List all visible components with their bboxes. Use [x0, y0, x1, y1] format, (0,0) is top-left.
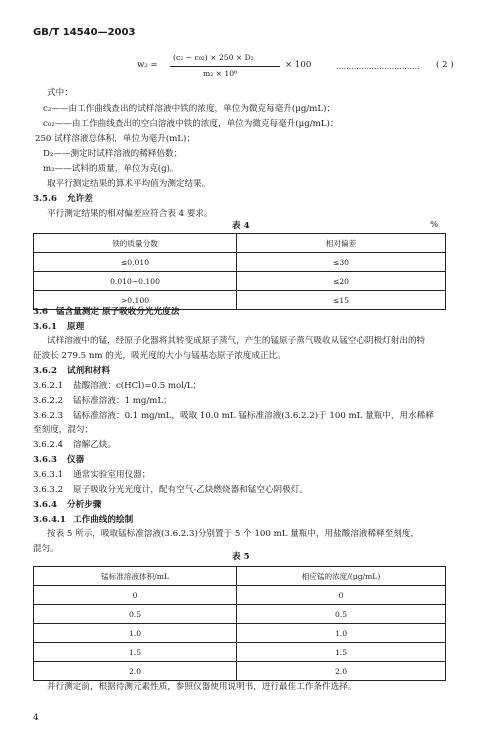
table-4 [33, 233, 446, 310]
paragraph: 平行测定结果的相对偏差应符合表 4 要求。 [47, 209, 213, 219]
section-number: 3.6.4 [33, 500, 57, 510]
paragraph: 混匀。 [33, 544, 59, 554]
paragraph: 征波长 279.5 nm 的光，吸光度的大小与锰基态原子浓度成正比。 [33, 351, 286, 361]
paragraph: 并行测定前，根据待测元素性质，参照仪器使用说明书，进行最佳工作条件选择。 [47, 682, 357, 692]
fraction-bar [170, 66, 280, 67]
item-number: 3.6.2.1 [33, 381, 64, 391]
item-text: 原子吸收分光光度计，配有空气-乙炔燃烧器和锰空心阴极灯。 [73, 485, 308, 495]
section-number: 3.6.3 [33, 455, 57, 465]
table-row [34, 643, 446, 662]
formula-lhs: w₂ = [137, 60, 158, 70]
table-row [34, 605, 446, 624]
table-row [34, 253, 446, 272]
table-row [34, 586, 446, 605]
item-number: 3.6.2.2 [33, 396, 64, 406]
table-cell: 1.0 [34, 624, 237, 643]
legend-m2: m₂——试料的质量，单位为克(g)。 [43, 164, 179, 174]
table-cell: 1.5 [237, 643, 446, 662]
table-row [34, 272, 446, 291]
formula-denominator: m₂ × 10⁶ [203, 69, 238, 78]
table-4-unit: % [430, 220, 439, 230]
table-cell: ≤0.010 [34, 253, 237, 272]
table-cell: >0.100 [34, 291, 237, 310]
table-cell: 0 [237, 586, 446, 605]
paragraph: 试样溶液中的锰，经原子化器将其转变成原子蒸气，产生的锰原子蒸气吸收从锰空心阴极灯射出的特 [47, 336, 426, 346]
item-text: 通常实验室用仪器； [73, 470, 151, 480]
item-text: 锰标准溶液：1 mg/mL； [73, 396, 172, 406]
formula-numerator: (c₂ − c₀₂) × 250 × D₂ [173, 53, 254, 62]
result-statement: 取平行测定结果的算术平均值为测定结果。 [47, 179, 211, 189]
table-cell: 2.0 [34, 662, 237, 681]
table-cell: 0.010~0.100 [34, 272, 237, 291]
item-text: 盐酸溶液：c(HCl)=0.5 mol/L； [73, 381, 202, 391]
table-4-title: 表 4 [232, 221, 250, 231]
section-title: 锰含量测定 原子吸收分光光度法 [56, 307, 180, 317]
table-cell: 1.0 [237, 624, 446, 643]
table-cell: 2.0 [237, 662, 446, 681]
formula-leader-dots: …………………………… [336, 62, 420, 71]
legend-c2: c₂——由工作曲线查出的试样溶液中铁的浓度，单位为微克每毫升(μg/mL)； [43, 104, 336, 114]
section-title: 试剂和材料 [67, 366, 110, 376]
table-header-row [34, 567, 446, 586]
formula-factor: × 100 [285, 60, 312, 70]
table-header-cell: 相应锰的浓度/(μg/mL) [237, 567, 446, 586]
section-number: 3.6.1 [33, 322, 57, 332]
item-number: 3.6.2.3 [33, 411, 64, 421]
item-text: 溶解乙炔。 [73, 440, 116, 450]
legend-c02: c₀₂——由工作曲线查出的空白溶液中铁的浓度，单位为微克每毫升(μg/mL)； [43, 119, 339, 129]
item-text: 锰标准溶液：0.1 mg/mL，吸取 10.0 mL 锰标准溶液(3.6.2.2)于 100 mL 量瓶中，用水稀释 [73, 411, 434, 421]
item-number: 3.6.3.2 [33, 485, 64, 495]
section-number: 3.6 [33, 307, 48, 317]
table-header-cell: 铁的质量分数 [34, 234, 237, 253]
table-5-title: 表 5 [232, 552, 250, 562]
item-text: 至刻度，混匀； [33, 425, 94, 435]
formula-number: ( 2 ) [436, 60, 454, 70]
section-title: 允许差 [67, 194, 93, 204]
section-title: 仪器 [67, 455, 85, 465]
legend-intro: 式中： [47, 88, 73, 98]
table-cell: 0.5 [237, 605, 446, 624]
table-row [34, 662, 446, 681]
table-cell: 1.5 [34, 643, 237, 662]
item-number: 3.6.3.1 [33, 470, 64, 480]
table-header-row [34, 234, 446, 253]
standard-code: GB/T 14540—2003 [33, 27, 136, 38]
table-header-cell: 锰标准溶液体积/mL [34, 567, 237, 586]
table-cell: ≤15 [237, 291, 446, 310]
section-number: 3.6.4.1 [33, 515, 66, 525]
section-title: 原理 [67, 322, 85, 332]
page-number: 4 [33, 713, 39, 723]
table-cell: 0.5 [34, 605, 237, 624]
section-number: 3.6.2 [33, 366, 57, 376]
table-header-cell: 相对偏差 [237, 234, 446, 253]
table-5 [33, 566, 446, 681]
section-number: 3.5.6 [33, 194, 57, 204]
section-title: 工作曲线的绘制 [73, 515, 134, 525]
table-cell: 0 [34, 586, 237, 605]
item-number: 3.6.2.4 [33, 440, 64, 450]
table-cell: ≤30 [237, 253, 446, 272]
legend-d2: D₂——测定时试样溶液的稀释倍数； [43, 149, 183, 159]
legend-250: 250 试样溶液总体积，单位为毫升(mL)； [35, 134, 196, 144]
section-title: 分析步骤 [67, 500, 102, 510]
table-cell: ≤20 [237, 272, 446, 291]
table-row [34, 624, 446, 643]
paragraph: 按表 5 所示，吸取锰标准溶液(3.6.2.3)分别置于 5 个 100 mL 量瓶中，用盐酸溶液稀释至刻度， [47, 529, 420, 539]
